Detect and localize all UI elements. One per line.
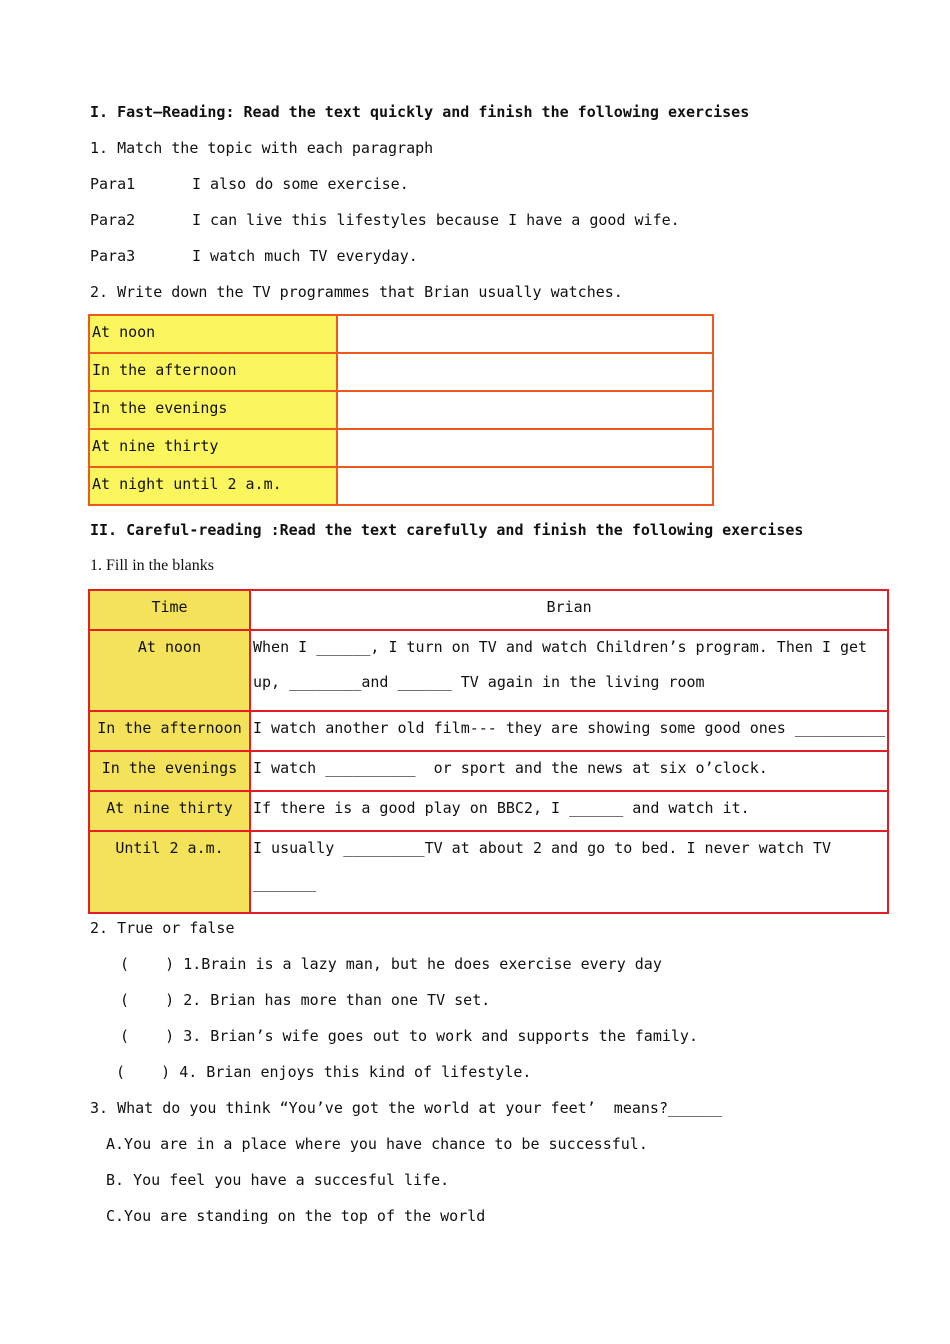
true-false-item: ( ) 3. Brian’s wife goes out to work and supports the family. [120, 1027, 698, 1045]
time-cell: In the evenings [89, 391, 337, 429]
text-cell: If there is a good play on BBC2, I ______ and watch it. [250, 791, 888, 831]
time-cell: In the afternoon [89, 353, 337, 391]
option-b: B. You feel you have a succesful life. [106, 1171, 450, 1189]
true-false-item: ( ) 2. Brian has more than one TV set. [120, 991, 491, 1009]
answer-cell[interactable] [337, 315, 713, 353]
section1-q2: 2. Write down the TV programmes that Brian usually watches. [90, 283, 623, 301]
table-header-row [89, 590, 888, 630]
section2-q1: 1. Fill in the blanks [90, 557, 214, 574]
true-false-item: ( ) 4. Brian enjoys this kind of lifestyle. [116, 1063, 532, 1081]
time-cell: At night until 2 a.m. [89, 467, 337, 505]
time-cell: Until 2 a.m. [89, 831, 250, 913]
match-para-2: Para2 [90, 211, 136, 229]
header-name: Brian [250, 590, 888, 630]
table-row [89, 831, 888, 913]
text-cell: I watch another old film--- they are showing some good ones __________ [250, 711, 888, 751]
section2-heading: II. Careful-reading :Read the text carefully and finish the following exercises [90, 521, 804, 539]
option-c: C.You are standing on the top of the world [106, 1207, 486, 1225]
header-time: Time [89, 590, 250, 630]
time-cell: At noon [89, 630, 250, 711]
table-row [89, 353, 713, 391]
true-false-item: ( ) 1.Brain is a lazy man, but he does exercise every day [120, 955, 662, 973]
section2-q2: 2. True or false [90, 919, 235, 937]
match-para-3: Para3 [90, 247, 136, 265]
table-row [89, 429, 713, 467]
table-row [89, 711, 888, 751]
answer-cell[interactable] [337, 391, 713, 429]
answer-cell[interactable] [337, 429, 713, 467]
time-cell: In the afternoon [89, 711, 250, 751]
answer-cell[interactable] [337, 467, 713, 505]
section2-q3: 3. What do you think “You’ve got the world at your feet’ means?______ [90, 1099, 723, 1117]
section1-q1: 1. Match the topic with each paragraph [90, 139, 434, 157]
text-cell: When I ______, I turn on TV and watch Children’s program. Then I get up, ________and ______ TV again in the living room [250, 630, 888, 711]
section1-heading: I. Fast—Reading: Read the text quickly and finish the following exercises [90, 103, 750, 121]
time-cell: In the evenings [89, 751, 250, 791]
match-topic-2: I can live this lifestyles because I have a good wife. [192, 211, 680, 229]
table-row [89, 630, 888, 711]
table-row [89, 315, 713, 353]
table-row [89, 791, 888, 831]
text-cell: I watch __________ or sport and the news at six o’clock. [250, 751, 888, 791]
answer-cell[interactable] [337, 353, 713, 391]
match-para-1: Para1 [90, 175, 136, 193]
table-row [89, 751, 888, 791]
fill-blanks-table [88, 589, 889, 914]
time-cell: At nine thirty [89, 791, 250, 831]
match-topic-3: I watch much TV everyday. [192, 247, 418, 265]
table-row [89, 467, 713, 505]
match-topic-1: I also do some exercise. [192, 175, 409, 193]
table-row [89, 391, 713, 429]
time-cell: At nine thirty [89, 429, 337, 467]
option-a: A.You are in a place where you have chance to be successful. [106, 1135, 648, 1153]
text-cell: I usually _________TV at about 2 and go to bed. I never watch TV _______ [250, 831, 888, 913]
tv-programmes-table [88, 314, 714, 506]
time-cell: At noon [89, 315, 337, 353]
